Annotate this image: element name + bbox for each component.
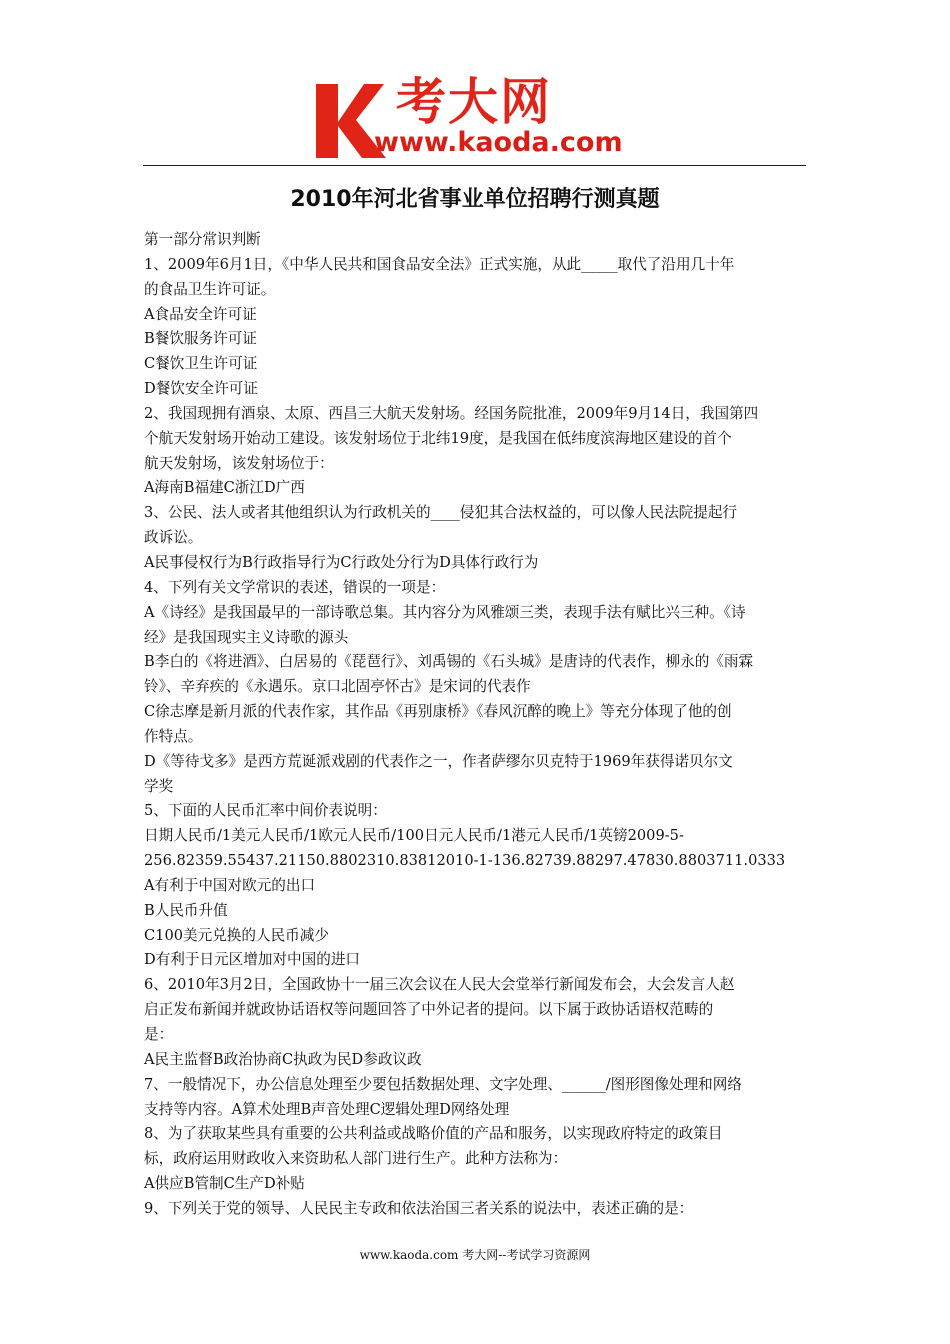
text-line: 支持等内容。A算术处理B声音处理C逻辑处理D网络处理 xyxy=(144,1100,510,1118)
text-line: A《诗经》是我国最早的一部诗歌总集。其内容分为风雅颂三类，表现手法有赋比兴三种。《诗 xyxy=(144,603,746,621)
text-line: 经》是我国现实主义诗歌的源头 xyxy=(144,628,349,646)
text-line: D《等待戈多》是西方荒诞派戏剧的代表作之一，作者萨缪尔贝克特于1969年获得诺贝尔文 xyxy=(144,752,733,770)
text-line: C徐志摩是新月派的代表作家，其作品《再别康桥》《春风沉醉的晚上》等充分体现了他的创 xyxy=(144,703,732,721)
text-line: A民主监督B政治协商C执政为民D参政议政 xyxy=(144,1050,422,1068)
text-line: A民事侵权行为B行政指导行为C行政处分行为D具体行政行为 xyxy=(144,553,539,571)
text-line: 航天发射场，该发射场位于： xyxy=(144,454,334,472)
kaoda-logo[interactable] xyxy=(312,73,642,160)
logo-url-text: www.kaoda.com xyxy=(374,127,623,158)
text-line: 个航天发射场开始动工建设。该发射场位于北纬19度，是我国在低纬度滨海地区建设的首个 xyxy=(144,429,732,447)
text-line: C餐饮卫生许可证 xyxy=(144,355,258,373)
text-line: B李白的《将进酒》、白居易的《琵琶行》、刘禹锡的《石头城》是唐诗的代表作，柳永的《雨霖 xyxy=(144,653,754,671)
text-line: 1、2009年6月1日，《中华人民共和国食品安全法》正式实施，从此_____取代了沿用几十年 xyxy=(144,255,735,273)
text-line: 学奖 xyxy=(144,777,174,795)
text-line: 日期人民币/1美元人民币/1欧元人民币/100日元人民币/1港元人民币/1英镑2009-5- xyxy=(144,827,684,845)
document-title: 2010年河北省事业单位招聘行测真题 xyxy=(290,187,660,212)
text-line: 9、下列关于党的领导、人民民主专政和依法治国三者关系的说法中，表述正确的是： xyxy=(144,1199,694,1217)
text-line: 启正发布新闻并就政协话语权等问题回答了中外记者的提问。以下属于政协话语权范畴的 xyxy=(144,1001,714,1019)
text-line: 7、一般情况下，办公信息处理至少要包括数据处理、文字处理、______/图形图像处理和网络 xyxy=(144,1075,742,1093)
document-body xyxy=(144,228,808,1222)
text-line: 铃》、辛弃疾的《永遇乐。京口北固亭怀古》是宋词的代表作 xyxy=(144,678,531,696)
text-line: A食品安全许可证 xyxy=(144,305,257,323)
text-line: 的食品卫生许可证。 xyxy=(144,280,276,298)
text-line: 第一部分常识判断 xyxy=(144,231,261,248)
header-divider xyxy=(143,165,806,166)
text-line: A供应B管制C生产D补贴 xyxy=(144,1175,305,1193)
text-line: B餐饮服务许可证 xyxy=(144,330,257,348)
text-line: D餐饮安全许可证 xyxy=(144,380,258,398)
text-line: 8、为了获取某些具有重要的公共利益或战略价值的产品和服务，以实现政府特定的政策目 xyxy=(144,1125,723,1143)
text-line: 3、公民、法人或者其他组织认为行政机关的____侵犯其合法权益的，可以像人民法院提起行 xyxy=(144,504,738,522)
text-line: 标，政府运用财政收入来资助私人部门进行生产。此种方法称为： xyxy=(144,1150,568,1168)
page-footer[interactable]: www.kaoda.com 考大网--考试学习资源网 xyxy=(359,1248,591,1262)
text-line: A有利于中国对欧元的出口 xyxy=(144,876,316,894)
text-line: D有利于日元区增加对中国的进口 xyxy=(144,951,361,969)
text-line: 是： xyxy=(144,1026,174,1043)
logo-chinese-text: 考大网 xyxy=(396,73,552,131)
text-line: 6、2010年3月2日，全国政协十一届三次会议在人民大会堂举行新闻发布会，大会发言人赵 xyxy=(144,976,735,994)
text-line: A海南B福建C浙江D广西 xyxy=(144,479,305,497)
text-line: 政诉讼。 xyxy=(144,529,203,547)
text-line: B人民币升值 xyxy=(144,901,228,919)
text-line: 2、我国现拥有酒泉、太原、西昌三大航天发射场。经国务院批准，2009年9月14日，我国第四 xyxy=(144,404,759,422)
text-line: 5、下面的人民币汇率中间价表说明： xyxy=(144,802,387,820)
text-line: C100美元兑换的人民币减少 xyxy=(144,926,329,944)
text-line: 256.82359.55437.21150.8802310.83812010-1-136.82739.88297.47830.8803711.0333 xyxy=(144,852,786,870)
text-line: 4、下列有关文学常识的表述，错误的一项是： xyxy=(144,578,446,596)
text-line: 作特点。 xyxy=(144,727,203,745)
